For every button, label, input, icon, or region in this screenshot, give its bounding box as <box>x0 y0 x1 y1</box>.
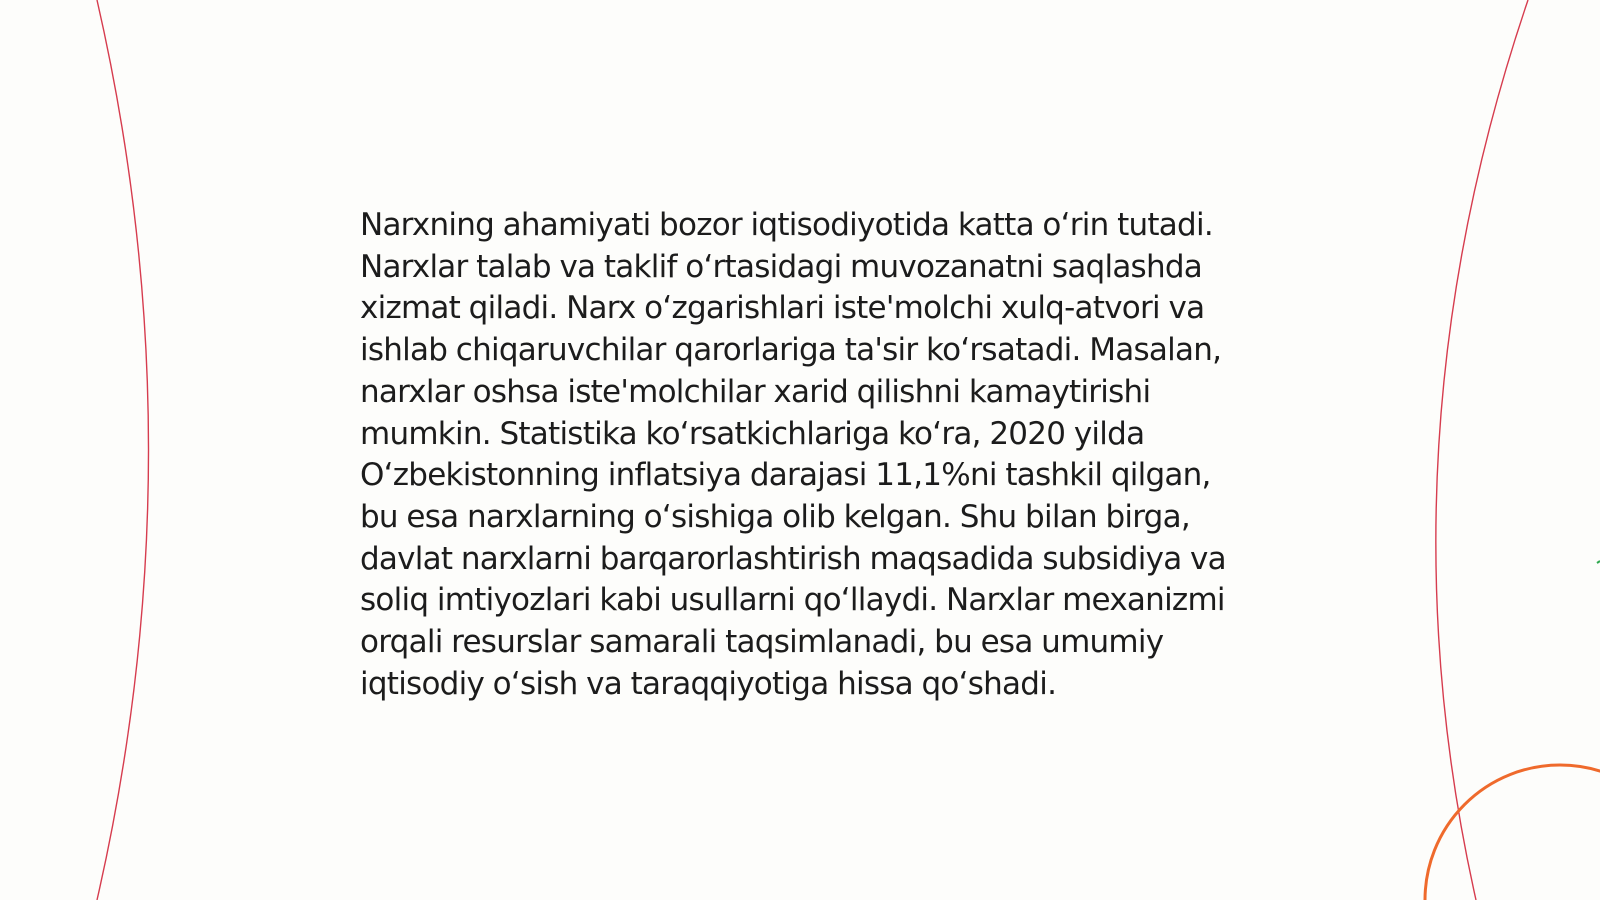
left-curved-line <box>97 0 149 900</box>
slide-body-text: Narxning ahamiyati bozor iqtisodiyotida katta o‘rin tutadi. Narxlar talab va taklif o‘rtasidagi muvozanatni saqlashda xizmat qiladi. Narx o‘zgarishlari iste'molchi xulq-atvori va ishlab chiqaruvchilar qarorlariga ta'sir ko‘rsatadi. Masalan, narxlar oshsa iste'molchilar xarid qilishni kamaytirishi mumkin. Statistika ko‘rsatkichlariga ko‘ra, 2020 yilda O‘zbekistonning inflatsiya darajasi 11,1%ni tashkil qilgan, bu esa narxlarning o‘sishiga olib kelgan. Shu bilan birga, davlat narxlarni barqarorlashtirish maqsadida subsidiya va soliq imtiyozlari kabi usullarni qo‘llaydi. Narxlar mexanizmi orqali resurslar samarali taqsimlanadi, bu esa umumiy iqtisodiy o‘sish va taraqqiyotiga hissa qo‘shadi. <box>360 207 1226 702</box>
right-curved-line <box>1436 0 1528 900</box>
orange-circle-outline <box>1425 765 1600 900</box>
